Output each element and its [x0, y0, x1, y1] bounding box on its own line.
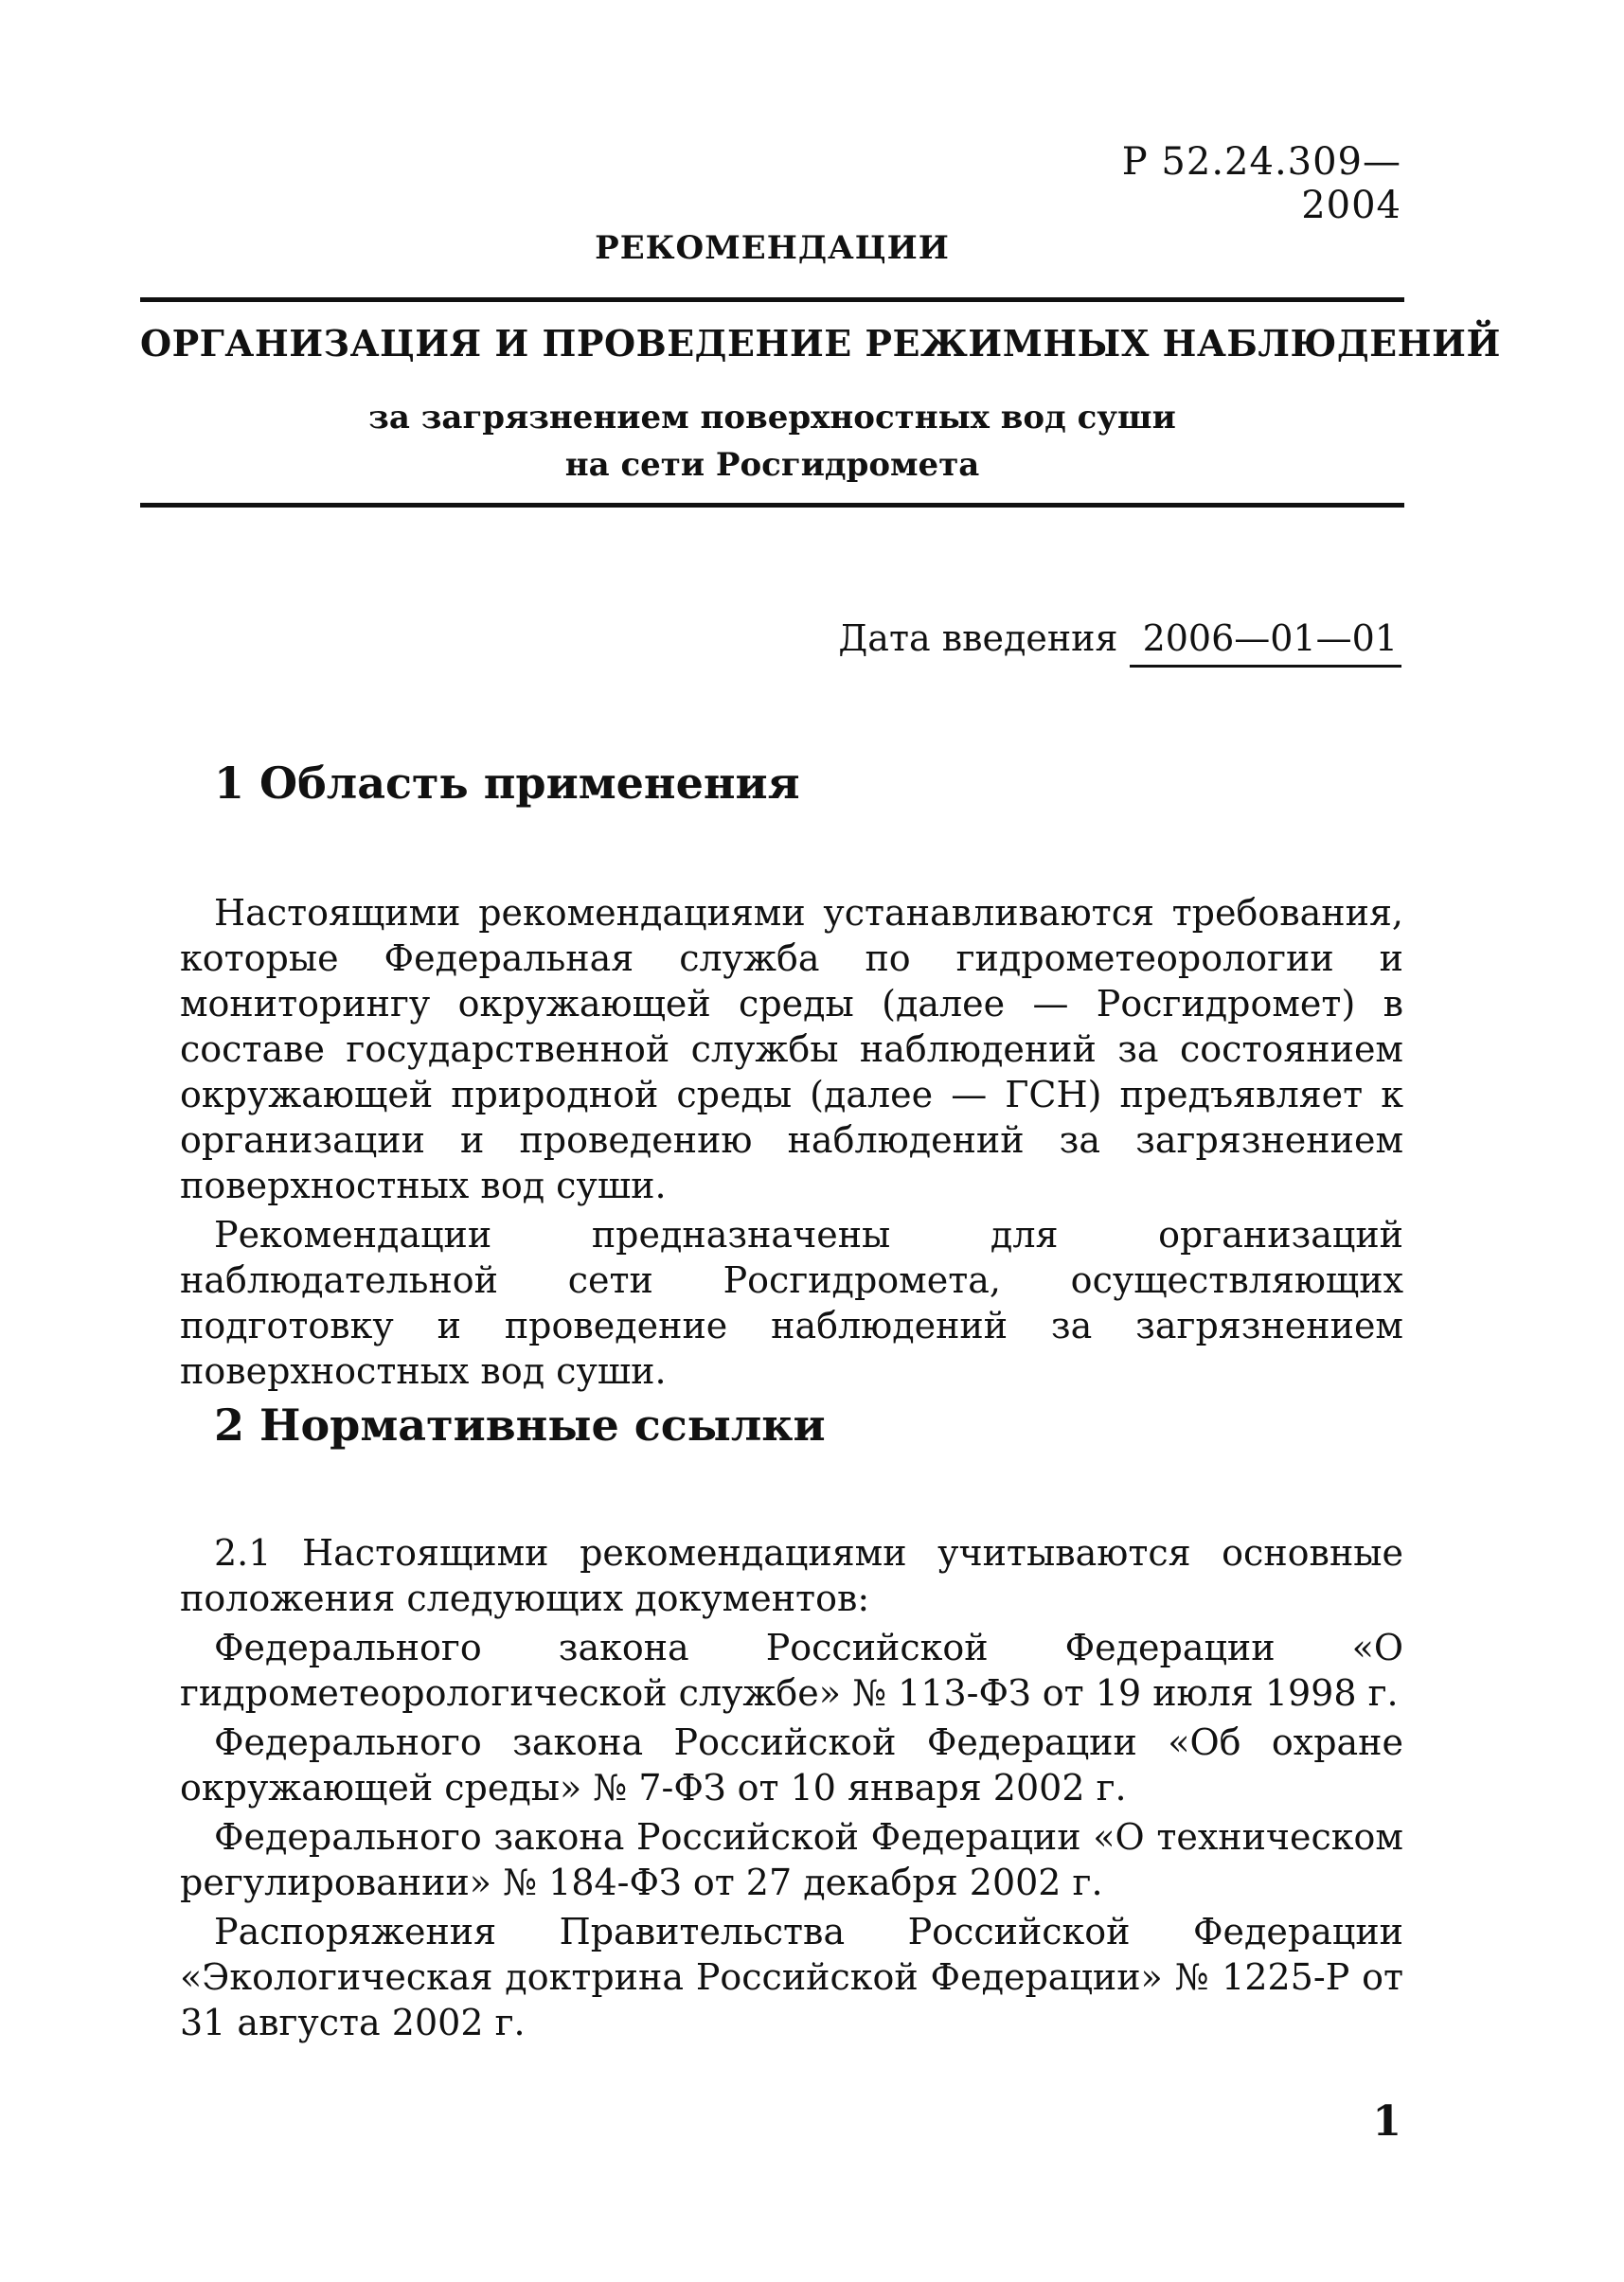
paragraph: Федерального закона Российской Федерации «Об охране окружающей среды» № 7-ФЗ от 10 января 2002 г.	[180, 1721, 1403, 1809]
section-body-scope	[180, 890, 1403, 1398]
paragraph: 2.1 Настоящими рекомендациями учитываются основные положения следующих документов:	[180, 1532, 1403, 1619]
section-heading-scope: 1 Область применения	[214, 758, 800, 809]
document-code: Р 52.24.309—2004	[1121, 140, 1401, 227]
introduction-date-value: 2006—01—01	[1130, 617, 1401, 668]
paragraph: Распоряжения Правительства Российской Федерации «Экологическая доктрина Российской Федерации» № 1225-Р от 31 августа 2002 г.	[180, 1911, 1403, 2043]
paragraph: Федерального закона Российской Федерации «О техническом регулировании» № 184-ФЗ от 27 декабря 2002 г.	[180, 1816, 1403, 1903]
section-body-normative-references	[180, 1530, 1403, 2049]
paragraph: Федерального закона Российской Федерации «О гидрометеорологической службе» № 113-ФЗ от 19 июля 1998 г.	[180, 1627, 1403, 1714]
subtitle-line-1: за загрязнением поверхностных вод суши	[368, 399, 1176, 437]
paragraph: Настоящими рекомендациями устанавливаются требования, которые Федеральная служба по гидрометеорологии и мониторингу окружающей среды (далее — Росгидромет) в составе государственной службы наблюдений за состоянием окружающей природной среды (далее — ГСН) предъявляет к организации и проведению наблюдений за загрязнением поверхностных вод суши.	[180, 892, 1403, 1206]
document-subtitle	[140, 394, 1404, 489]
title-rule-bottom	[140, 503, 1404, 508]
title-rule-top	[140, 297, 1404, 302]
introduction-date	[833, 617, 1401, 668]
subtitle-line-2: на сети Росгидромета	[564, 446, 980, 484]
introduction-date-label: Дата введения	[838, 617, 1118, 659]
paragraph: Рекомендации предназначены для организаций наблюдательной сети Росгидромета, осуществляющих подготовку и проведение наблюдений за загрязнением поверхностных вод суши.	[180, 1214, 1403, 1392]
document-type: РЕКОМЕНДАЦИИ	[595, 229, 950, 267]
document-title: ОРГАНИЗАЦИЯ И ПРОВЕДЕНИЕ РЕЖИМНЫХ НАБЛЮДЕНИЙ	[140, 322, 1501, 365]
section-heading-normative-references: 2 Нормативные ссылки	[214, 1400, 826, 1451]
page-number: 1	[1372, 2097, 1401, 2146]
